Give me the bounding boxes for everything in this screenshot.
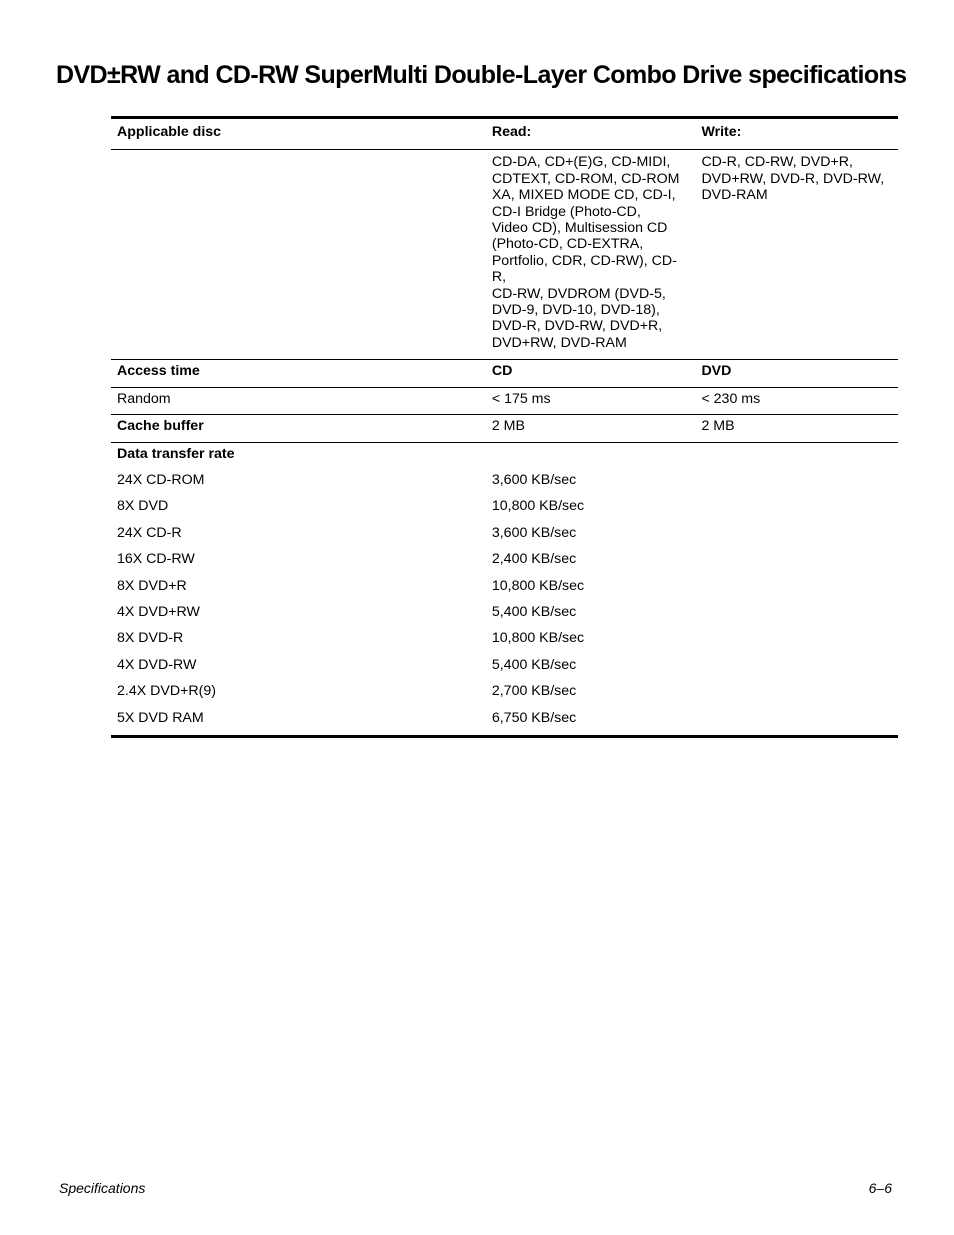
empty-cell [695,575,898,601]
random-label: Random [111,387,486,414]
table-row [111,495,898,521]
rate-value: 5,400 KB/sec [491,656,577,673]
cache-buffer-row [111,415,898,442]
rate-label: 8X DVD-R [117,630,184,647]
rate-value: 10,800 KB/sec [491,630,585,647]
empty-cell [695,627,898,653]
disc-write-cell [695,150,898,360]
empty-cell [695,654,898,680]
empty-cell [695,707,898,737]
rate-value: 2,700 KB/sec [491,683,577,700]
header-read: Read: [486,118,696,150]
cache-cd-value: 2 MB [486,415,696,442]
read-line: DVD-9, DVD-10, DVD-18), [491,302,660,319]
rate-label: 8X DVD [117,498,169,515]
random-access-row [111,387,898,414]
read-line: XA, MIXED MODE CD, CD-I, [491,187,676,204]
access-time-label: Access time [111,360,486,387]
read-line: DVD+RW, DVD-RAM [491,334,627,351]
read-line: CD-DA, CD+(E)G, CD-MIDI, [491,154,671,171]
table-row [111,575,898,601]
footer-page-number: 6–6 [868,1180,892,1196]
rate-label: 4X DVD+RW [117,603,200,620]
empty-cell [695,495,898,521]
rate-label: 24X CD-ROM [117,471,205,488]
table-row [111,680,898,706]
empty-cell [695,601,898,627]
page-title: DVD±RW and CD-RW SuperMulti Double-Layer Combo Drive specifications [56,61,907,89]
read-line: DVD-R, DVD-RW, DVD+R, [491,318,663,335]
access-cd-header: CD [486,360,696,387]
rate-label: 24X CD-R [117,524,182,541]
write-line: DVD-RAM [701,187,768,204]
table-row [111,654,898,680]
empty-cell [695,442,898,469]
random-dvd-value: < 230 ms [695,387,898,414]
disc-row [111,150,898,360]
header-write: Write: [695,118,898,150]
table-row [111,469,898,495]
rate-label: 16X CD-RW [117,551,195,568]
empty-cell [695,680,898,706]
rate-value: 10,800 KB/sec [491,577,585,594]
rate-value: 3,600 KB/sec [491,524,577,541]
read-line: CD-I Bridge (Photo-CD, [491,203,641,220]
cache-buffer-label: Cache buffer [111,415,486,442]
table-row [111,548,898,574]
random-cd-value: < 175 ms [486,387,696,414]
transfer-rate-header-row [111,442,898,469]
empty-cell [695,469,898,495]
write-line: DVD+RW, DVD-R, DVD-RW, [701,170,885,187]
rate-label: 4X DVD-RW [117,656,197,673]
table-row [111,627,898,653]
empty-cell [695,522,898,548]
cache-dvd-value: 2 MB [695,415,898,442]
table-row [111,601,898,627]
transfer-rate-label: Data transfer rate [117,445,235,462]
rate-label: 2.4X DVD+R(9) [117,683,216,700]
rate-label: 5X DVD RAM [117,709,204,726]
table-row [111,522,898,548]
empty-cell [486,442,696,469]
table-header-row [111,118,898,150]
spec-table [111,116,898,738]
read-line: CDTEXT, CD-ROM, CD-ROM [491,170,680,187]
read-line: Portfolio, CDR, CD-RW), CD-R, [491,252,677,286]
read-line: Video CD), Multisession CD [491,220,668,237]
header-applicable-disc: Applicable disc [111,118,486,150]
access-dvd-header: DVD [695,360,898,387]
rate-label: 8X DVD+R [117,577,187,594]
disc-empty-cell [111,150,486,360]
access-header-row [111,360,898,387]
rate-value: 3,600 KB/sec [491,471,577,488]
rate-value: 6,750 KB/sec [491,709,577,726]
rate-value: 10,800 KB/sec [491,498,585,515]
read-line: (Photo-CD, CD-EXTRA, [491,236,644,253]
footer-section-name: Specifications [59,1180,146,1196]
disc-read-cell [486,150,696,360]
rate-value: 5,400 KB/sec [491,603,577,620]
empty-cell [695,548,898,574]
table-row [111,707,898,737]
rate-value: 2,400 KB/sec [491,551,577,568]
read-line: CD-RW, DVDROM (DVD-5, [491,285,666,302]
write-line: CD-R, CD-RW, DVD+R, [701,154,853,171]
